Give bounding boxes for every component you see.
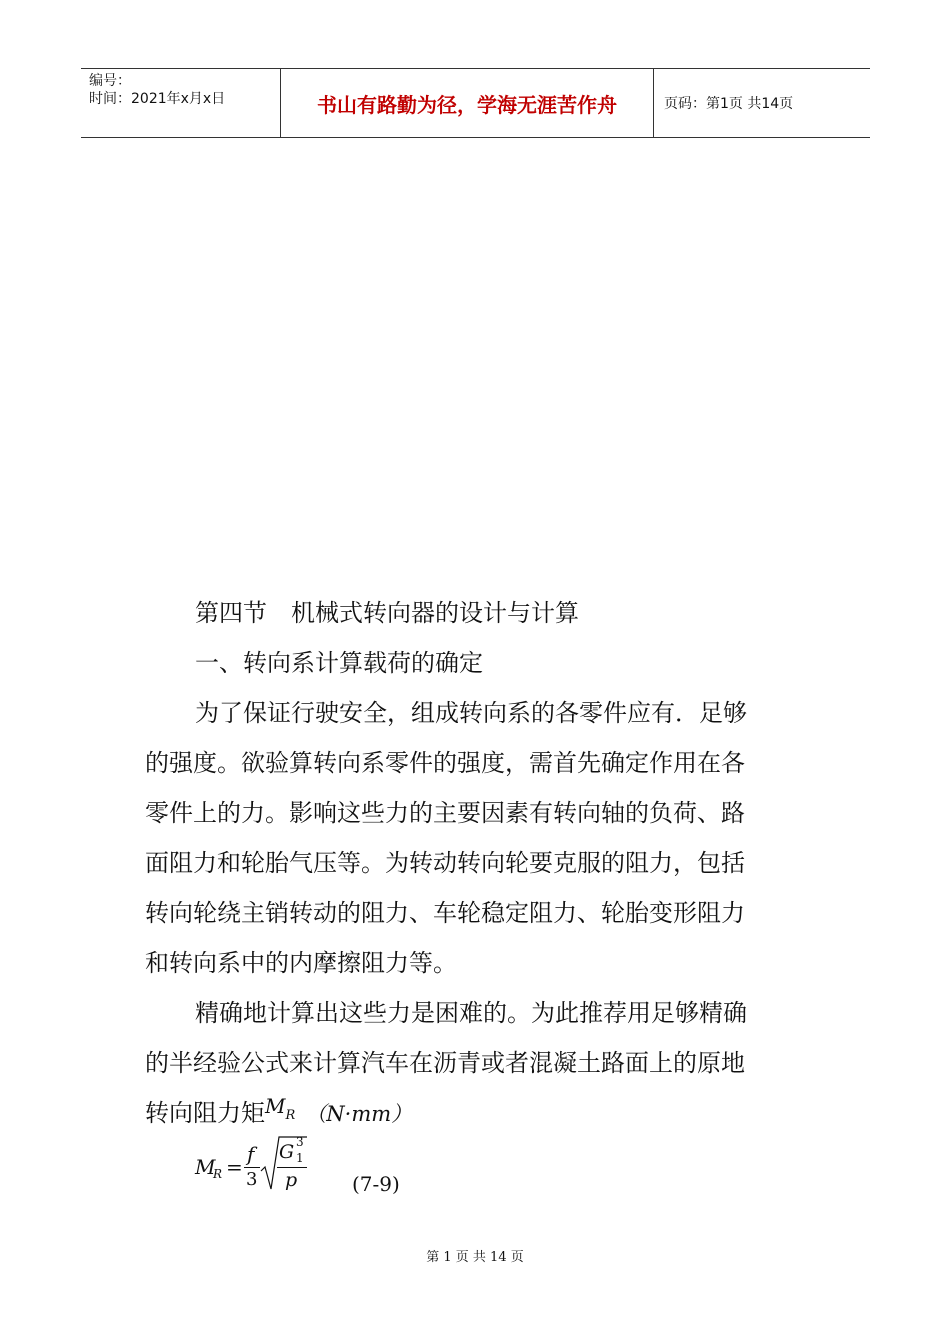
paragraph-line: 的半经验公式来计算汽车在沥青或者混凝土路面上的原地 — [145, 1049, 745, 1077]
header-meta — [81, 69, 281, 137]
paragraph-line: 零件上的力。影响这些力的主要因素有转向轴的负荷、路 — [145, 799, 745, 827]
paragraph-line: 为了保证行驶安全，组成转向系的各零件应有．足够 — [195, 699, 747, 727]
fraction-bar-inner — [277, 1167, 307, 1168]
paragraph-line: 精确地计算出这些力是困难的。为此推荐用足够精确 — [195, 999, 747, 1027]
paragraph-text: 转向阻力矩 — [145, 1099, 265, 1127]
formula-sub1: 1 — [296, 1151, 304, 1165]
page-footer: 第 1 页 共 14 页 — [426, 1250, 524, 1265]
formula-three: 3 — [246, 1169, 258, 1190]
symbol-m: M — [265, 1094, 286, 1118]
header-motto: 书山有路勤为径，学海无涯苦作舟 — [281, 69, 654, 137]
formula-f: f — [247, 1142, 255, 1166]
formula-equals: = — [226, 1155, 243, 1179]
header-table — [81, 68, 870, 138]
paragraph-line: 面阻力和轮胎气压等。为转动转向轮要克服的阻力，包括 — [145, 849, 745, 877]
equation-number: (7-9) — [352, 1172, 400, 1196]
paragraph-line: 和转向系中的内摩擦阻力等。 — [145, 949, 457, 977]
section-title: 第四节 机械式转向器的设计与计算 — [195, 599, 579, 627]
paragraph-line: 的强度。欲验算转向系零件的强度，需首先确定作用在各 — [145, 749, 745, 777]
formula-m: M — [195, 1155, 216, 1179]
fraction-bar — [244, 1167, 260, 1168]
paragraph-line: 转向轮绕主销转动的阻力、车轮稳定阻力、轮胎变形阻力 — [145, 899, 745, 927]
formula-7-9 — [195, 1135, 495, 1195]
formula-r-sub: R — [213, 1167, 223, 1181]
formula-sup3: 3 — [296, 1135, 304, 1149]
formula-p: p — [285, 1169, 298, 1191]
paragraph-line-with-symbol — [145, 1093, 412, 1128]
symbol-r-subscript: R — [285, 1108, 296, 1123]
header-page-label: 页码：第1页 共14页 — [664, 96, 794, 112]
unit-label: （N·mm） — [305, 1102, 413, 1126]
time-label: 时间：2021年x月x日 — [89, 91, 226, 107]
subsection-title: 一、转向系计算载荷的确定 — [195, 649, 483, 677]
formula-g: G — [279, 1141, 295, 1163]
number-label: 编号： — [89, 73, 131, 89]
